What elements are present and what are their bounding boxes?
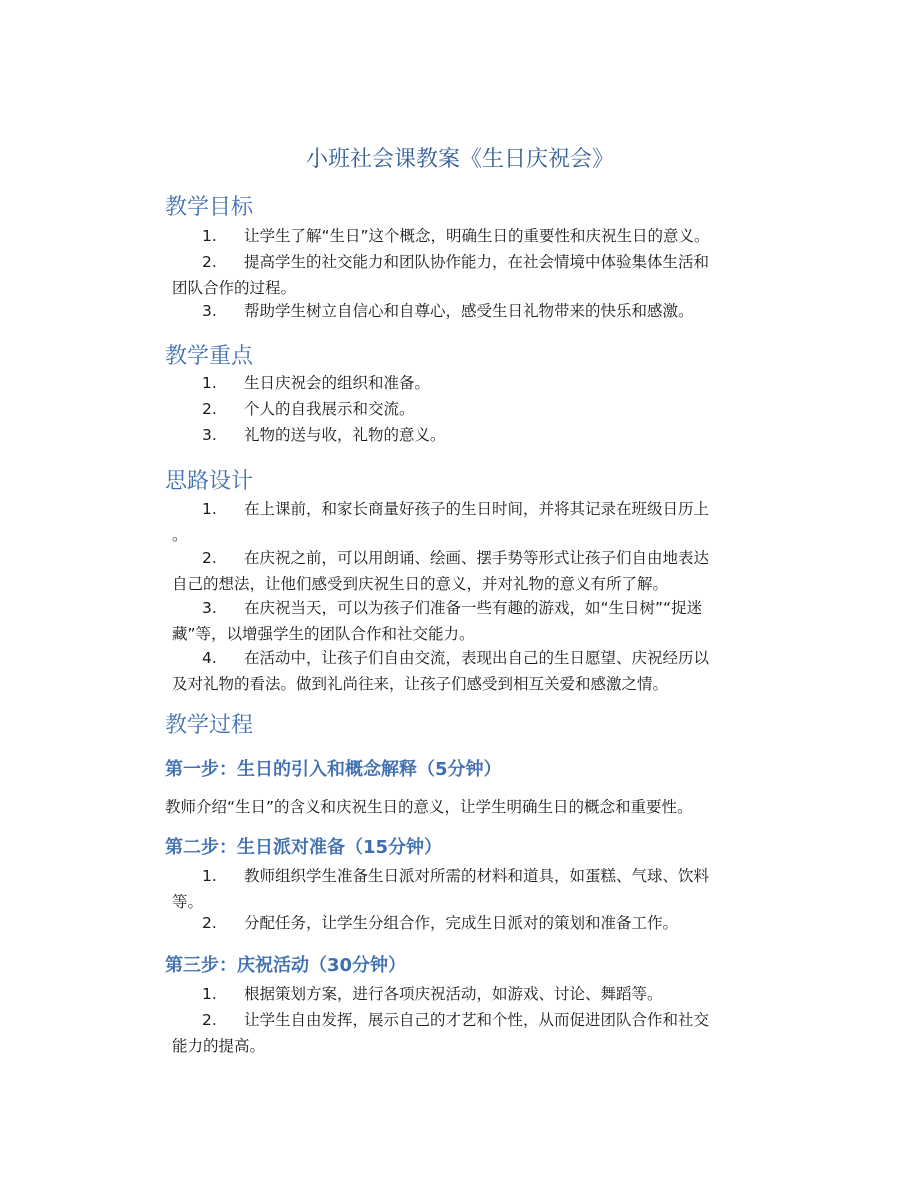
- focus-item-3: [172, 422, 786, 448]
- item-text-continued: 能力的提高。: [172, 1037, 266, 1055]
- item-text: 在庆祝之前，可以用朗诵、绘画、摆手势等形式让孩子们自由地表达: [244, 549, 710, 567]
- focus-item-1: [172, 370, 786, 396]
- item-text: 根据策划方案，进行各项庆祝活动，如游戏、讨论、舞蹈等。: [244, 985, 663, 1003]
- item-number: 3.: [202, 426, 217, 444]
- heading-step-1: 第一步：生日的引入和概念解释（5分钟）: [165, 759, 502, 780]
- item-number: 1.: [202, 374, 217, 392]
- design-item-3: [172, 595, 786, 647]
- item-text: 生日庆祝会的组织和准备。: [244, 374, 431, 392]
- item-text: 分配任务，让学生分组合作，完成生日派对的策划和准备工作。: [244, 914, 679, 932]
- step-2-item-1: [172, 863, 786, 915]
- item-text: 在上课前，和家长商量好孩子的生日时间，并将其记录在班级日历上: [244, 500, 710, 518]
- goal-item-3: [172, 298, 786, 324]
- item-number: 2.: [202, 253, 217, 271]
- heading-focus: 教学重点: [165, 344, 254, 369]
- item-text: 个人的自我展示和交流。: [244, 400, 415, 418]
- item-text: 教师组织学生准备生日派对所需的材料和道具，如蛋糕、气球、饮料: [244, 867, 710, 885]
- item-text: 礼物的送与收，礼物的意义。: [244, 426, 446, 444]
- item-number: 2.: [202, 1011, 217, 1029]
- item-text: 帮助学生树立自信心和自尊心，感受生日礼物带来的快乐和感激。: [244, 302, 694, 320]
- heading-step-2: 第二步：生日派对准备（15分钟）: [165, 837, 443, 858]
- item-text: 提高学生的社交能力和团队协作能力，在社会情境中体验集体生活和: [244, 253, 710, 271]
- item-text: 在庆祝当天，可以为孩子们准备一些有趣的游戏，如“生日树”“捉迷: [244, 599, 703, 617]
- item-number: 3.: [202, 599, 217, 617]
- heading-step-3: 第三步：庆祝活动（30分钟）: [165, 955, 407, 976]
- item-number: 1.: [202, 500, 217, 518]
- item-number: 1.: [202, 985, 217, 1003]
- goal-item-1: [172, 223, 786, 249]
- heading-process: 教学过程: [165, 713, 254, 738]
- item-text-continued: 等。: [172, 893, 204, 911]
- item-text-continued: 团队合作的过程。: [172, 279, 297, 297]
- step-3-item-2: [172, 1007, 786, 1059]
- item-number: 1.: [202, 867, 217, 885]
- item-number: 4.: [202, 649, 217, 667]
- item-number: 3.: [202, 302, 217, 320]
- heading-goals: 教学目标: [165, 195, 254, 220]
- focus-item-2: [172, 396, 786, 422]
- item-text-continued: 及对礼物的看法。做到礼尚往来，让孩子们感受到相互关爱和感激之情。: [172, 675, 669, 693]
- item-text: 让学生自由发挥，展示自己的才艺和个性，从而促进团队合作和社交: [244, 1011, 710, 1029]
- item-number: 2.: [202, 400, 217, 418]
- item-text: 在活动中，让孩子们自由交流，表现出自己的生日愿望、庆祝经历以: [244, 649, 710, 667]
- heading-design: 思路设计: [165, 469, 254, 494]
- step-1-text: 教师介绍“生日”的含义和庆祝生日的意义，让学生明确生日的概念和重要性。: [165, 798, 693, 816]
- step-3-item-1: [172, 981, 786, 1007]
- item-number: 1.: [202, 227, 217, 245]
- step-2-item-2: [172, 910, 786, 936]
- item-text-continued: 自己的想法，让他们感受到庆祝生日的意义，并对礼物的意义有所了解。: [172, 575, 669, 593]
- design-item-2: [172, 545, 786, 597]
- design-item-1: [172, 496, 786, 548]
- item-text: 让学生了解“生日”这个概念，明确生日的重要性和庆祝生日的意义。: [244, 227, 710, 245]
- item-number: 2.: [202, 914, 217, 932]
- item-number: 2.: [202, 549, 217, 567]
- design-item-4: [172, 645, 786, 697]
- item-text-continued: 。: [172, 526, 188, 544]
- goal-item-2: [172, 249, 786, 301]
- item-text-continued: 藏”等，以增强学生的团队合作和社交能力。: [172, 625, 475, 643]
- document-title: 小班社会课教案《生日庆祝会》: [305, 147, 614, 172]
